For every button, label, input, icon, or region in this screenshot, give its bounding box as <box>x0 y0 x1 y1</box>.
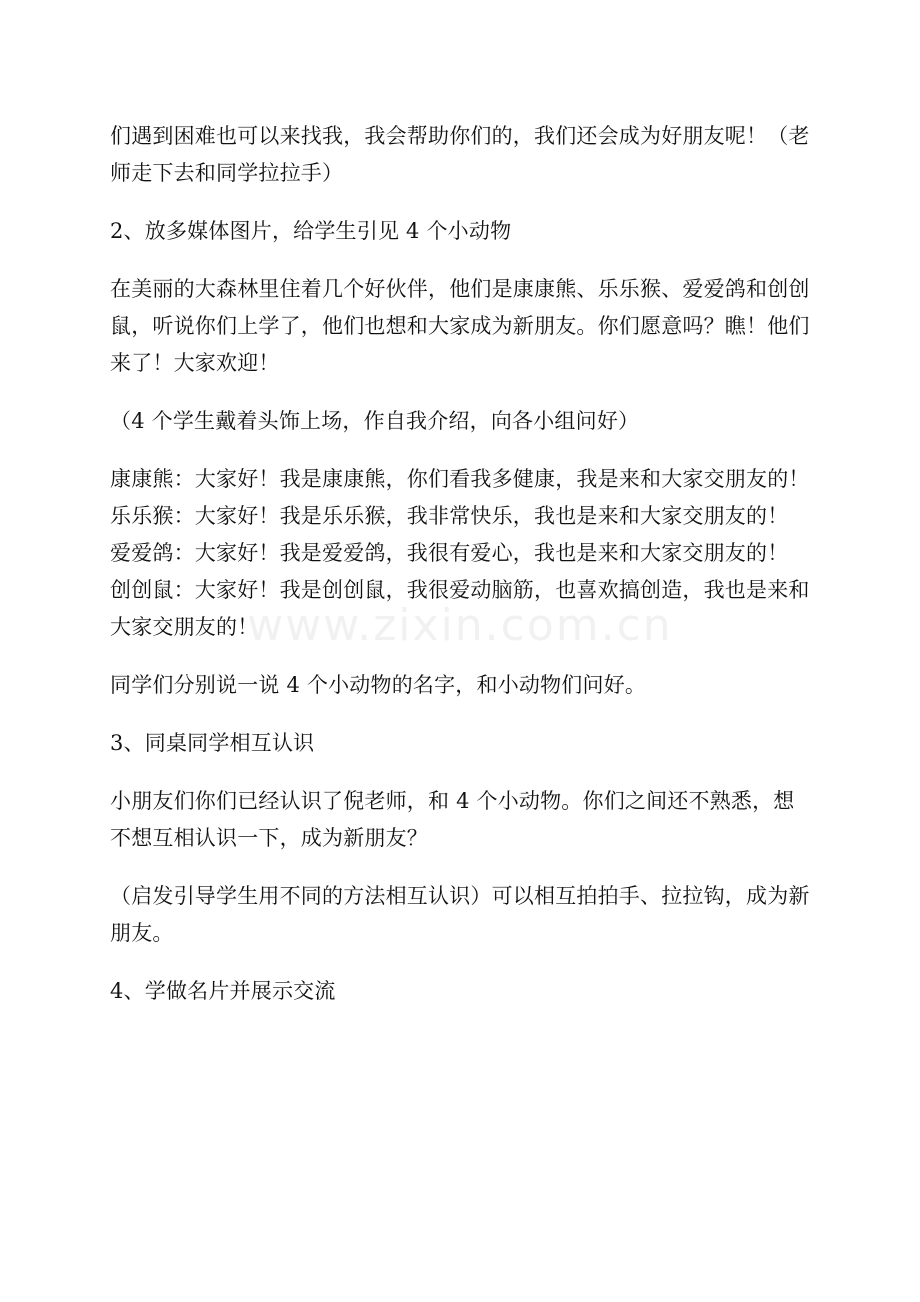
document-body <box>110 118 812 1010</box>
line-aiai-dove: 爱爱鸽：大家好！我是爱爱鸽，我很有爱心，我也是来和大家交朋友的！ <box>110 541 789 565</box>
paragraph-greeting-animals: 同学们分别说一说 4 个小动物的名字，和小动物们问好。 <box>110 673 647 697</box>
line-lele-monkey: 乐乐猴：大家好！我是乐乐猴，我非常快乐，我也是来和大家交朋友的！ <box>110 504 789 528</box>
line-kangkang-bear: 康康熊：大家好！我是康康熊，你们看我多健康，我是来和大家交朋友的！ <box>110 467 810 491</box>
paragraph-stage-direction: （4 个学生戴着头饰上场，作自我介绍，向各小组问好） <box>110 409 640 433</box>
paragraph-forest-intro: 在美丽的大森林里住着几个好伙伴，他们是康康熊、乐乐猴、爱爱鸽和创创鼠，听说你们上学了，他们也想和大家成为新朋友。你们愿意吗？瞧！他们来了！大家欢迎！ <box>110 277 810 375</box>
paragraph-guided-intro: （启发引导学生用不同的方法相互认识）可以相互拍拍手、拉拉钩，成为新朋友。 <box>110 884 810 945</box>
heading-step-3: 3、同桌同学相互认识 <box>110 731 315 755</box>
heading-step-4: 4、学做名片并展示交流 <box>110 979 336 1003</box>
heading-step-2: 2、放多媒体图片，给学生引见 4 个小动物 <box>110 219 512 243</box>
watermark-text: www.zixin.com.cn <box>247 600 673 651</box>
line-chuangchuang-mouse: 创创鼠：大家好！我是创创鼠，我很爱动脑筋，也喜欢搞创造，我也是来和大家交朋友的！ <box>110 578 810 639</box>
paragraph-continuation: 们遇到困难也可以来找我，我会帮助你们的，我们还会成为好朋友呢！（老师走下去和同学拉拉手） <box>110 124 810 185</box>
paragraph-classmates-meet: 小朋友们你们已经认识了倪老师，和 4 个小动物。你们之间还不熟悉，想不想互相认识一下，成为新朋友？ <box>110 789 795 850</box>
